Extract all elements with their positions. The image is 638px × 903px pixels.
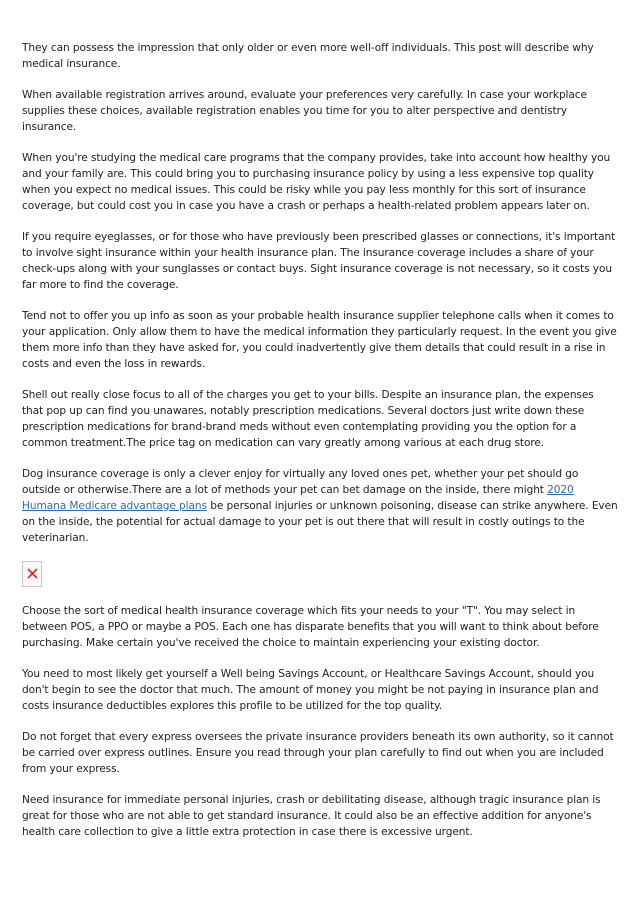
- paragraph-7-text-before: Dog insurance coverage is only a clever enjoy for virtually any loved ones pet, whether your pet should go outside or otherwise.There are a lot of methods your pet can bet damage on the inside, there might: [22, 468, 579, 496]
- paragraph-5: Tend not to offer you up info as soon as your probable health insurance supplier telephone calls when it comes to your application. Only allow them to have the medical information they particularly request. In the event you give them more info than they have asked for, you could inadvertently give them details that could result in a rise in costs and even the loss in rewards.: [22, 310, 617, 370]
- broken-image-icon: [22, 561, 42, 587]
- paragraph-3: When you're studying the medical care programs that the company provides, take into account how healthy you and your family are. This could bring you to purchasing insurance policy by using a less expensive top quality when you expect no medical issues. This could be risky while you pay less monthly for this sort of insurance coverage, but could cost you in case you have a crash or perhaps a health-related problem appears later on.: [22, 152, 611, 212]
- paragraph-10: Do not forget that every express oversees the private insurance providers beneath its own authority, so it cannot be carried over express outlines. Ensure you read through your plan carefully to find out when you are included from your express.: [22, 731, 614, 775]
- paragraph-9: You need to most likely get yourself a Well being Savings Account, or Healthcare Savings Account, should you don't begin to see the doctor that much. The amount of money you might be not paying in insurance plan and costs insurance deductibles explores this profile to be utilized for the top quality.: [22, 668, 599, 712]
- paragraph-8: Choose the sort of medical health insurance coverage which fits your needs to your "T". You may select in between POS, a PPO or maybe a POS. Each one has disparate benefits that you will want to think about before purchasing. Make certain you've received the choice to maintain experiencing your existing doctor.: [22, 605, 599, 649]
- paragraph-1: They can possess the impression that only older or even more well-off individuals. This post will describe why medical insurance.: [22, 42, 594, 70]
- paragraph-4: If you require eyeglasses, or for those who have previously been prescribed glasses or connections, it's important to involve sight insurance within your health insurance plan. The insurance coverage includes a share of your check-ups along with your sunglasses or contact buys. Sight insurance coverage is not necessary, so it costs you far more to find the coverage.: [22, 231, 616, 291]
- article-body: [22, 40, 618, 855]
- paragraph-2: When available registration arrives around, evaluate your preferences very carefully. In case your workplace supplies these choices, available registration enables you time for you to alter perspective and dentistry insurance.: [22, 89, 587, 133]
- image-error-x-icon: [27, 568, 38, 579]
- humana-medicare-link[interactable]: 2020 Humana Medicare advantage plans: [22, 484, 574, 512]
- paragraph-7-text-after: be personal injuries or unknown poisoning, disease can strike anywhere. Even on the inside, the potential for actual damage to your pet is out there that will result in costly outings to the veterinarian.: [22, 500, 618, 544]
- paragraph-11: Need insurance for immediate personal injuries, crash or debilitating disease, although tragic insurance plan is great for those who are not able to get standard insurance. It could also be an effective addition for anyone's health care collection to give a little extra protection in case there is excessive urgent.: [22, 794, 601, 838]
- paragraph-6: Shell out really close focus to all of the charges you get to your bills. Despite an insurance plan, the expenses that pop up can find you unawares, notably prescription medications. Several doctors just write down these prescription medications for brand-brand meds without even contemplating providing you the option for a common treatment.The price tag on medication can vary greatly among various at each drug store.: [22, 389, 594, 449]
- paragraph-7: [22, 466, 618, 546]
